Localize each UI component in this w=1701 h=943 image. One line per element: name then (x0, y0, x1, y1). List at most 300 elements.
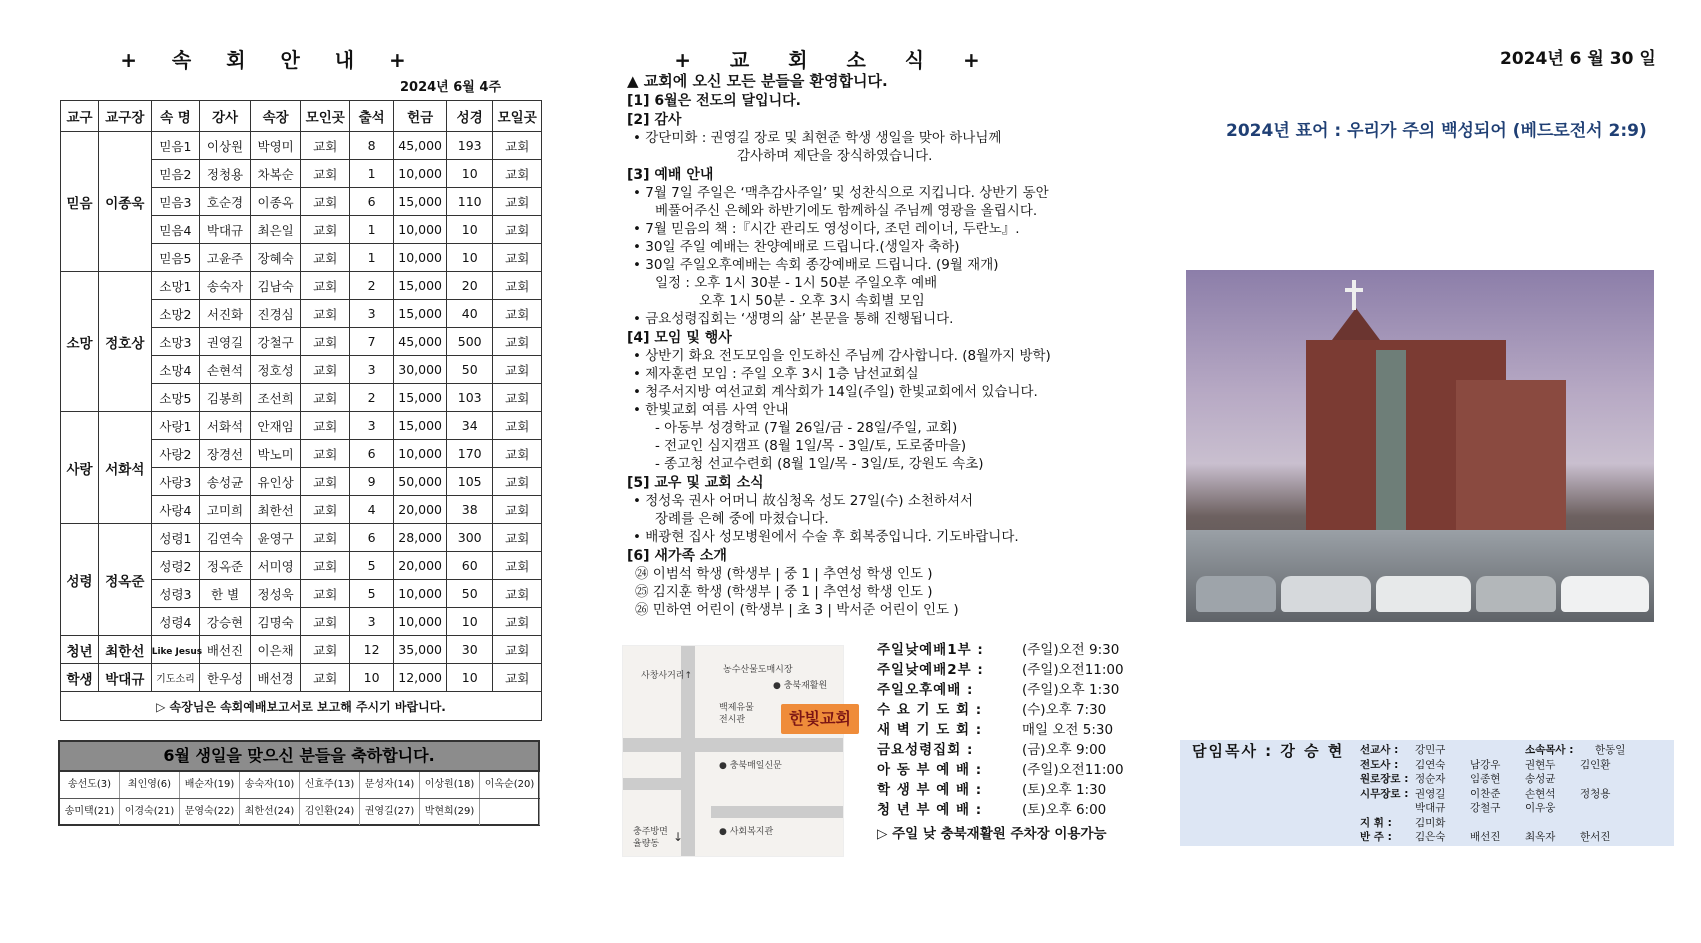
service-name: 금요성령집회 : (877, 742, 974, 758)
cell: 40 (447, 300, 493, 328)
cell: 교회 (493, 524, 542, 552)
glass-stair-tower (1376, 350, 1406, 550)
news-item: • 강단미화 : 권영길 장로 및 최현준 학생 생일을 맞아 하나님께 (627, 129, 1117, 147)
section-heading: [3] 예배 안내 (627, 167, 714, 183)
parking-note: ▷ 주일 낮 충북재활원 주차장 이용가능 (877, 826, 1107, 842)
down-arrow-icon: ↓ (673, 830, 684, 844)
map-label: 충주방면 (633, 827, 668, 837)
cross-icon (1352, 280, 1356, 310)
schedule-row (877, 660, 1142, 680)
cell: 교회 (301, 328, 350, 356)
news-item: • 7월 7일 주일은 ‘맥추감사주일’ 및 성찬식으로 지킵니다. 상반기 동안 (627, 184, 1117, 202)
staff-name: 강철구 (1470, 802, 1501, 814)
map-label: 백제유물 (719, 703, 754, 713)
birthday-entry: 문영숙(22) (180, 799, 240, 825)
cell: 교회 (493, 188, 542, 216)
service-time: (주일)오전 9:30 (1022, 642, 1120, 658)
service-time: (토)오후 6:00 (1022, 802, 1107, 818)
staff-name: 이우웅 (1525, 802, 1556, 814)
cell: 교회 (493, 328, 542, 356)
bulletin-date: 2024년 6 월 30 일 (1500, 49, 1656, 69)
staff-row (1360, 829, 1635, 844)
news-title: + 교 회 소 식 + (674, 48, 996, 72)
cell: 28,000 (394, 524, 447, 552)
birthday-entry: 김인환(24) (300, 799, 360, 825)
birthday-entry: 최한선(24) (240, 799, 300, 825)
staff-role: 선교사 : (1360, 744, 1399, 756)
cell: 한 별 (200, 580, 251, 608)
schedule-row (877, 800, 1142, 820)
service-name: 청 년 부 예 배 : (877, 802, 983, 818)
sok-name: 소망3 (151, 328, 200, 356)
cell: 10,000 (394, 608, 447, 636)
news-item: • 30일 주일오후예배는 속회 종강예배로 드립니다. (9월 재개) (627, 256, 1117, 274)
cell: 김명숙 (250, 608, 301, 636)
map-road (711, 806, 843, 818)
cell: 안재임 (250, 412, 301, 440)
cell: 교회 (301, 356, 350, 384)
service-time: 매일 오전 5:30 (1022, 722, 1114, 738)
cell: 1 (349, 216, 393, 244)
staff-name (1360, 800, 1415, 815)
staff-name: 손현석 (1525, 787, 1556, 800)
group-name: 성령 (61, 524, 99, 636)
group-leader: 박대규 (98, 664, 151, 692)
cell: 교회 (493, 664, 542, 692)
news-sub-item: - 아동부 성경학교 (7월 26일/금 - 28일/주일, 교회) (655, 420, 958, 436)
service-name: 학 생 부 예 배 : (877, 782, 983, 798)
col-header: 교구 (61, 101, 99, 132)
cell: 15,000 (394, 412, 447, 440)
schedule-row (877, 780, 1142, 800)
staff-row (1360, 742, 1650, 757)
sokhoe-week: 2024년 6월 4주 (400, 80, 501, 95)
staff-box (1180, 740, 1674, 846)
service-time: (토)오후 1:30 (1022, 782, 1107, 798)
birthday-entry: 배순자(19) (180, 772, 240, 798)
news-item: • 상반기 화요 전도모임을 인도하신 주님께 감사합니다. (8월까지 방학) (627, 347, 1117, 365)
cell: 15,000 (394, 272, 447, 300)
map-road (623, 778, 683, 790)
service-name: 주일낮예배1부 : (877, 642, 984, 658)
cell: 1 (349, 244, 393, 272)
cell: 교회 (301, 188, 350, 216)
cell: 교회 (301, 160, 350, 188)
service-time: (금)오후 9:00 (1022, 742, 1107, 758)
birthday-entry: 송선도(3) (60, 772, 120, 798)
staff-role: 원로장로 : (1360, 773, 1409, 785)
news-item-cont: 오후 1시 50분 - 오후 3시 속회별 모임 (699, 293, 925, 309)
cell: 6 (349, 440, 393, 468)
car-icon (1281, 576, 1371, 612)
news-item: • 7월 믿음의 책 :『시간 관리도 영성이다, 조던 레이너, 두란노』. (627, 220, 1117, 238)
cell: 50 (447, 356, 493, 384)
section-heading: [5] 교우 및 교회 소식 (627, 475, 764, 491)
group-name: 사랑 (61, 412, 99, 524)
staff-role: 소속목사 : (1525, 744, 1574, 756)
car-icon (1376, 576, 1471, 612)
cell: 이종옥 (250, 188, 301, 216)
cell: 교회 (301, 468, 350, 496)
cell: 38 (447, 496, 493, 524)
cell: 교회 (301, 552, 350, 580)
service-time: (주일)오전11:00 (1022, 762, 1124, 778)
cell: 호순경 (200, 188, 251, 216)
birthday-entry: 문성자(14) (360, 772, 420, 798)
staff-name: 한동일 (1595, 744, 1626, 756)
cell: 2 (349, 272, 393, 300)
staff-name: 강민구 (1415, 744, 1446, 756)
cell: 10 (447, 244, 493, 272)
staff-role: 반 주 : (1360, 831, 1392, 843)
news-item-cont: 감사하며 제단을 장식하였습니다. (737, 148, 933, 164)
cell: 이은채 (250, 636, 301, 664)
cell: 105 (447, 468, 493, 496)
birthday-entry: 권영길(27) (360, 799, 420, 825)
cell: 배선경 (250, 664, 301, 692)
cell: 3 (349, 412, 393, 440)
cell: 교회 (493, 216, 542, 244)
new-member: ㉕ 김지훈 학생 (학생부 | 중 1 | 추연성 학생 인도 ) (635, 584, 933, 600)
section-heading: [2] 감사 (627, 112, 682, 128)
cell: 교회 (493, 160, 542, 188)
cell: 유인상 (250, 468, 301, 496)
table-note-row (61, 692, 542, 721)
like-jesus-label: Like Jesus (151, 647, 203, 657)
news-sub-item: - 전교인 심지캠프 (8월 1일/목 - 3일/토, 도로줌마을) (655, 438, 967, 454)
map-road (623, 738, 843, 752)
sok-name: 기도소리 (151, 664, 200, 692)
sok-name: 성령4 (151, 608, 200, 636)
news-item-cont: 일정 : 오후 1시 30분 - 1시 50분 주일오후 예배 (655, 275, 938, 291)
cell: 교회 (301, 272, 350, 300)
cell: 10 (447, 664, 493, 692)
birthday-entry: 박현희(29) (420, 799, 480, 825)
staff-name (1580, 800, 1635, 815)
map-label: ● 사회복지관 (719, 827, 774, 837)
staff-name: 임종현 (1470, 773, 1501, 785)
birthday-entry (480, 799, 540, 825)
sok-name: 믿음3 (151, 188, 200, 216)
cell: 서진화 (200, 300, 251, 328)
staff-name: 김연숙 (1415, 758, 1446, 771)
col-header: 헌금 (394, 101, 447, 132)
cell: 최은일 (250, 216, 301, 244)
cell: 6 (349, 188, 393, 216)
cell: 이상원 (200, 132, 251, 160)
cell: 193 (447, 132, 493, 160)
car-icon (1196, 576, 1276, 612)
col-header: 모일곳 (493, 101, 542, 132)
section-heading: [1] 6월은 전도의 달입니다. (627, 93, 801, 109)
group-name: 믿음 (61, 132, 99, 272)
staff-name (1470, 815, 1525, 830)
cell: 110 (447, 188, 493, 216)
new-member: ㉔ 이범석 학생 (학생부 | 중 1 | 추연성 학생 인도 ) (635, 566, 933, 582)
sokhoe-table (60, 100, 542, 721)
staff-name (1470, 742, 1525, 757)
sok-name: 사랑2 (151, 440, 200, 468)
cell: 강철구 (250, 328, 301, 356)
service-time: (주일)오후 1:30 (1022, 682, 1120, 698)
birthday-entry: 이상원(18) (420, 772, 480, 798)
cell: 12,000 (394, 664, 447, 692)
map-label: 전시관 (719, 715, 746, 725)
cell: 2 (349, 384, 393, 412)
staff-name: 김인환 (1580, 758, 1611, 771)
col-header: 속장 (250, 101, 301, 132)
col-header: 모인곳 (301, 101, 350, 132)
cell: 20,000 (394, 496, 447, 524)
cell: 교회 (493, 132, 542, 160)
table-row (61, 524, 542, 552)
news-item: • 금요성령집회는 ‘생명의 삶’ 본문을 통해 진행됩니다. (627, 310, 1117, 328)
birthday-title: 6월 생일을 맞으신 분들을 축하합니다. (60, 742, 538, 772)
staff-name: 최옥자 (1525, 831, 1556, 843)
car-icon (1561, 576, 1649, 612)
cell: 장혜숙 (250, 244, 301, 272)
church-annex (1456, 380, 1566, 550)
cell: 10 (349, 664, 393, 692)
staff-row (1360, 800, 1635, 815)
schedule-row (877, 640, 1142, 660)
cell: 교회 (301, 412, 350, 440)
news-item: • 정성욱 권사 어머니 故심청옥 성도 27일(수) 소천하셔서 (627, 492, 1117, 510)
cell: 교회 (493, 496, 542, 524)
service-name: 주일오후예배 : (877, 682, 974, 698)
cell: 교회 (493, 580, 542, 608)
staff-row (1360, 786, 1635, 801)
section-heading: [6] 새가족 소개 (627, 548, 727, 564)
cell: 김남숙 (250, 272, 301, 300)
cell: 송성균 (200, 468, 251, 496)
birthday-row (60, 799, 538, 825)
cell: 박노미 (250, 440, 301, 468)
birthday-entry: 이옥순(20) (480, 772, 540, 798)
cell: 윤영구 (250, 524, 301, 552)
cell: 송숙자 (200, 272, 251, 300)
news-item: • 청주서지방 여선교회 계삭회가 14일(주일) 한빛교회에서 있습니다. (627, 383, 1117, 401)
cell: 12 (349, 636, 393, 664)
service-name: 주일낮예배2부 : (877, 662, 984, 678)
sok-name: 사랑4 (151, 496, 200, 524)
sok-name: 믿음4 (151, 216, 200, 244)
table-row (61, 132, 542, 160)
staff-name: 정청용 (1580, 787, 1611, 800)
map-label: ● 충북재활원 (773, 681, 828, 691)
service-name: 새 벽 기 도 회 : (877, 722, 983, 738)
welcome-line: ▲ 교회에 오신 모든 분들을 환영합니다. (627, 72, 888, 90)
cell: 교회 (301, 244, 350, 272)
cell: 45,000 (394, 328, 447, 356)
cell: 10,000 (394, 244, 447, 272)
staff-name: 김미화 (1415, 816, 1446, 829)
cell: 500 (447, 328, 493, 356)
cell: 5 (349, 580, 393, 608)
cell: 교회 (301, 524, 350, 552)
staff-role: 전도사 : (1360, 758, 1399, 771)
new-member: ㉖ 민하연 어린이 (학생부 | 초 3 | 박서준 어린이 인도 ) (635, 602, 959, 618)
staff-row (1360, 771, 1635, 786)
cell: 15,000 (394, 384, 447, 412)
cell: 9 (349, 468, 393, 496)
cell: 30,000 (394, 356, 447, 384)
sok-name: 믿음5 (151, 244, 200, 272)
group-name: 학생 (61, 664, 99, 692)
birthday-entry: 송미택(21) (60, 799, 120, 825)
cell: 15,000 (394, 300, 447, 328)
service-name: 아 동 부 예 배 : (877, 762, 983, 778)
cell: 교회 (493, 272, 542, 300)
schedule-row (877, 700, 1142, 720)
cell: 50,000 (394, 468, 447, 496)
staff-name: 박대규 (1415, 802, 1446, 814)
birthday-row (60, 772, 538, 799)
birthday-entry: 신효주(13) (300, 772, 360, 798)
staff-role: 지 휘 : (1360, 816, 1392, 829)
table-row (61, 664, 542, 692)
cell: 6 (349, 524, 393, 552)
cell: 교회 (493, 300, 542, 328)
sok-name: 성령3 (151, 580, 200, 608)
cell: 교회 (493, 468, 542, 496)
col-header: 교구장 (98, 101, 151, 132)
sok-name: 성령1 (151, 524, 200, 552)
staff-row (1360, 815, 1635, 830)
group-leader: 정호상 (98, 272, 151, 412)
staff-name: 남강우 (1470, 758, 1501, 771)
schedule-row (877, 740, 1142, 760)
cell: 강승현 (200, 608, 251, 636)
cell: 교회 (301, 496, 350, 524)
cell: 3 (349, 300, 393, 328)
schedule-row (877, 680, 1142, 700)
cell: 7 (349, 328, 393, 356)
cell: 정호성 (250, 356, 301, 384)
table-header-row (61, 101, 542, 132)
cell: 교회 (301, 580, 350, 608)
sok-name: 믿음1 (151, 132, 200, 160)
staff-name (1580, 771, 1635, 786)
cell: 35,000 (394, 636, 447, 664)
cell: 차복순 (250, 160, 301, 188)
cell: 교회 (301, 132, 350, 160)
birthday-entry: 이경숙(21) (120, 799, 180, 825)
table-row (61, 412, 542, 440)
cell: 10 (447, 160, 493, 188)
cell: 300 (447, 524, 493, 552)
cell: 교회 (301, 636, 350, 664)
cell: 고윤주 (200, 244, 251, 272)
cell: 1 (349, 160, 393, 188)
cell: 60 (447, 552, 493, 580)
cell: 고미희 (200, 496, 251, 524)
cell: 4 (349, 496, 393, 524)
table-row (61, 636, 542, 664)
cell: 5 (349, 552, 393, 580)
cell: 교회 (301, 384, 350, 412)
cell: 30 (447, 636, 493, 664)
staff-name (1525, 815, 1580, 830)
news-item: • 한빛교회 여름 사역 안내 (627, 401, 1117, 419)
map-label: 사창사거리↑ (641, 671, 693, 681)
col-header: 성경 (447, 101, 493, 132)
cell: 박영미 (250, 132, 301, 160)
cell: 교회 (493, 552, 542, 580)
sok-name: 소망4 (151, 356, 200, 384)
news-item: • 제자훈련 모임 : 주일 오후 3시 1층 남선교회실 (627, 365, 1117, 383)
cell: 박대규 (200, 216, 251, 244)
cell: 34 (447, 412, 493, 440)
cell: 10,000 (394, 440, 447, 468)
cell: 권영길 (200, 328, 251, 356)
cell: 교회 (493, 608, 542, 636)
cell: 손현석 (200, 356, 251, 384)
cell: 15,000 (394, 188, 447, 216)
cell: 서미영 (250, 552, 301, 580)
cell: 8 (349, 132, 393, 160)
sok-name: 소망5 (151, 384, 200, 412)
cell: 20,000 (394, 552, 447, 580)
service-time: (수)오후 7:30 (1022, 702, 1107, 718)
group-name: 청년 (61, 636, 99, 664)
group-leader: 최한선 (98, 636, 151, 664)
cell: 교회 (493, 384, 542, 412)
table-row (61, 272, 542, 300)
staff-name: 송성균 (1525, 773, 1556, 785)
staff-name: 김은숙 (1415, 831, 1446, 843)
cell: 한우성 (200, 664, 251, 692)
report-note: ▷ 속장님은 속회예배보고서로 보고해 주시기 바랍니다. (61, 692, 542, 721)
col-header: 출석 (349, 101, 393, 132)
location-map (622, 645, 851, 857)
sokhoe-title: + 속 회 안 내 + (120, 48, 420, 72)
staff-name: 정순자 (1415, 773, 1446, 785)
cell: 장경선 (200, 440, 251, 468)
birthday-entry: 최인영(6) (120, 772, 180, 798)
yearly-motto: 2024년 표어 : 우리가 주의 백성되어 (베드로전서 2:9) (1226, 121, 1647, 141)
group-leader: 서화석 (98, 412, 151, 524)
cell: 정청용 (200, 160, 251, 188)
cell: 103 (447, 384, 493, 412)
cell: 정성욱 (250, 580, 301, 608)
cell: 배선진 (200, 636, 251, 664)
section-heading: [4] 모임 및 행사 (627, 330, 732, 346)
map-label: 농수산물도매시장 (723, 665, 793, 675)
birthday-box (58, 740, 540, 826)
sok-name: 믿음2 (151, 160, 200, 188)
col-header: 속 명 (151, 101, 200, 132)
staff-name: 한서진 (1580, 831, 1611, 843)
cell: 교회 (301, 608, 350, 636)
cell: 교회 (493, 636, 542, 664)
sok-name (151, 636, 203, 664)
cell: 조선희 (250, 384, 301, 412)
news-item: • 배광현 집사 성모병원에서 수술 후 회복중입니다. 기도바랍니다. (627, 528, 1117, 546)
col-header: 강사 (200, 101, 251, 132)
church-marker: 한빛교회 (781, 704, 859, 734)
cell: 김연숙 (200, 524, 251, 552)
cell: 교회 (493, 356, 542, 384)
cell: 170 (447, 440, 493, 468)
news-item: • 30일 주일 예배는 찬양예배로 드립니다.(생일자 축하) (627, 238, 1117, 256)
cell: 교회 (493, 440, 542, 468)
cell: 20 (447, 272, 493, 300)
staff-row (1360, 757, 1635, 772)
cell: 10,000 (394, 580, 447, 608)
staff-name (1580, 815, 1635, 830)
car-icon (1476, 576, 1556, 612)
